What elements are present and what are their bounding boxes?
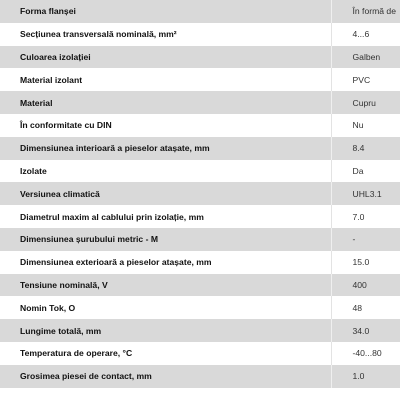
table-row (0, 46, 400, 69)
table-row (0, 68, 400, 91)
spec-label: În conformitate cu DIN (20, 120, 112, 131)
spec-value: 15.0 (331, 251, 400, 274)
spec-label: Material (20, 97, 53, 108)
spec-label: Diametrul maxim al cablului prin izolație, mm (20, 211, 204, 222)
table-row (0, 319, 400, 342)
spec-value: 4...6 (331, 23, 400, 46)
spec-label: Dimensiunea interioară a pieselor atașate, mm (20, 143, 210, 154)
table-row (0, 228, 400, 251)
spec-label: Lungime totală, mm (20, 325, 102, 336)
table-row (0, 251, 400, 274)
spec-label: Versiunea climatică (20, 188, 100, 199)
table-row (0, 342, 400, 365)
table-row (0, 91, 400, 114)
table-row (0, 23, 400, 46)
spec-value: Cupru (331, 91, 400, 114)
spec-label: Material izolant (20, 74, 83, 85)
spec-label: Secțiunea transversală nominală, mm² (20, 29, 177, 40)
spec-value: 34.0 (331, 319, 400, 342)
table-row (0, 205, 400, 228)
spec-value: PVC (331, 68, 400, 91)
table-row (0, 365, 400, 388)
spec-value: Galben (331, 46, 400, 69)
spec-label: Culoarea izolației (20, 51, 91, 62)
table-row (0, 296, 400, 319)
spec-value: 1.0 (331, 365, 400, 388)
spec-value: 48 (331, 296, 400, 319)
spec-label: Izolate (20, 165, 47, 176)
spec-label: Grosimea piesei de contact, mm (20, 371, 152, 382)
spec-label: Tensiune nominală, V (20, 279, 108, 290)
spec-value: 8.4 (331, 137, 400, 160)
spec-label: Dimensiunea exterioară a pieselor atașate, mm (20, 257, 212, 268)
table-row (0, 137, 400, 160)
spec-label: Temperatura de operare, °C (20, 348, 133, 359)
spec-value: -40...80 (331, 342, 400, 365)
spec-label: Dimensiunea șurubului metric - M (20, 234, 158, 245)
spec-label: Forma flanșei (20, 6, 76, 17)
table-row (0, 274, 400, 297)
spec-value: UHL3.1 (331, 182, 400, 205)
spec-value: 400 (331, 274, 400, 297)
spec-value: Da (331, 160, 400, 183)
table-row (0, 114, 400, 137)
spec-value: - (331, 228, 400, 251)
spec-label: Nomin Tok, O (20, 302, 76, 313)
spec-value: Nu (331, 114, 400, 137)
table-row (0, 160, 400, 183)
spec-value: 7.0 (331, 205, 400, 228)
table-row (0, 0, 400, 23)
table-row (0, 182, 400, 205)
spec-value: În formă de (331, 0, 400, 23)
